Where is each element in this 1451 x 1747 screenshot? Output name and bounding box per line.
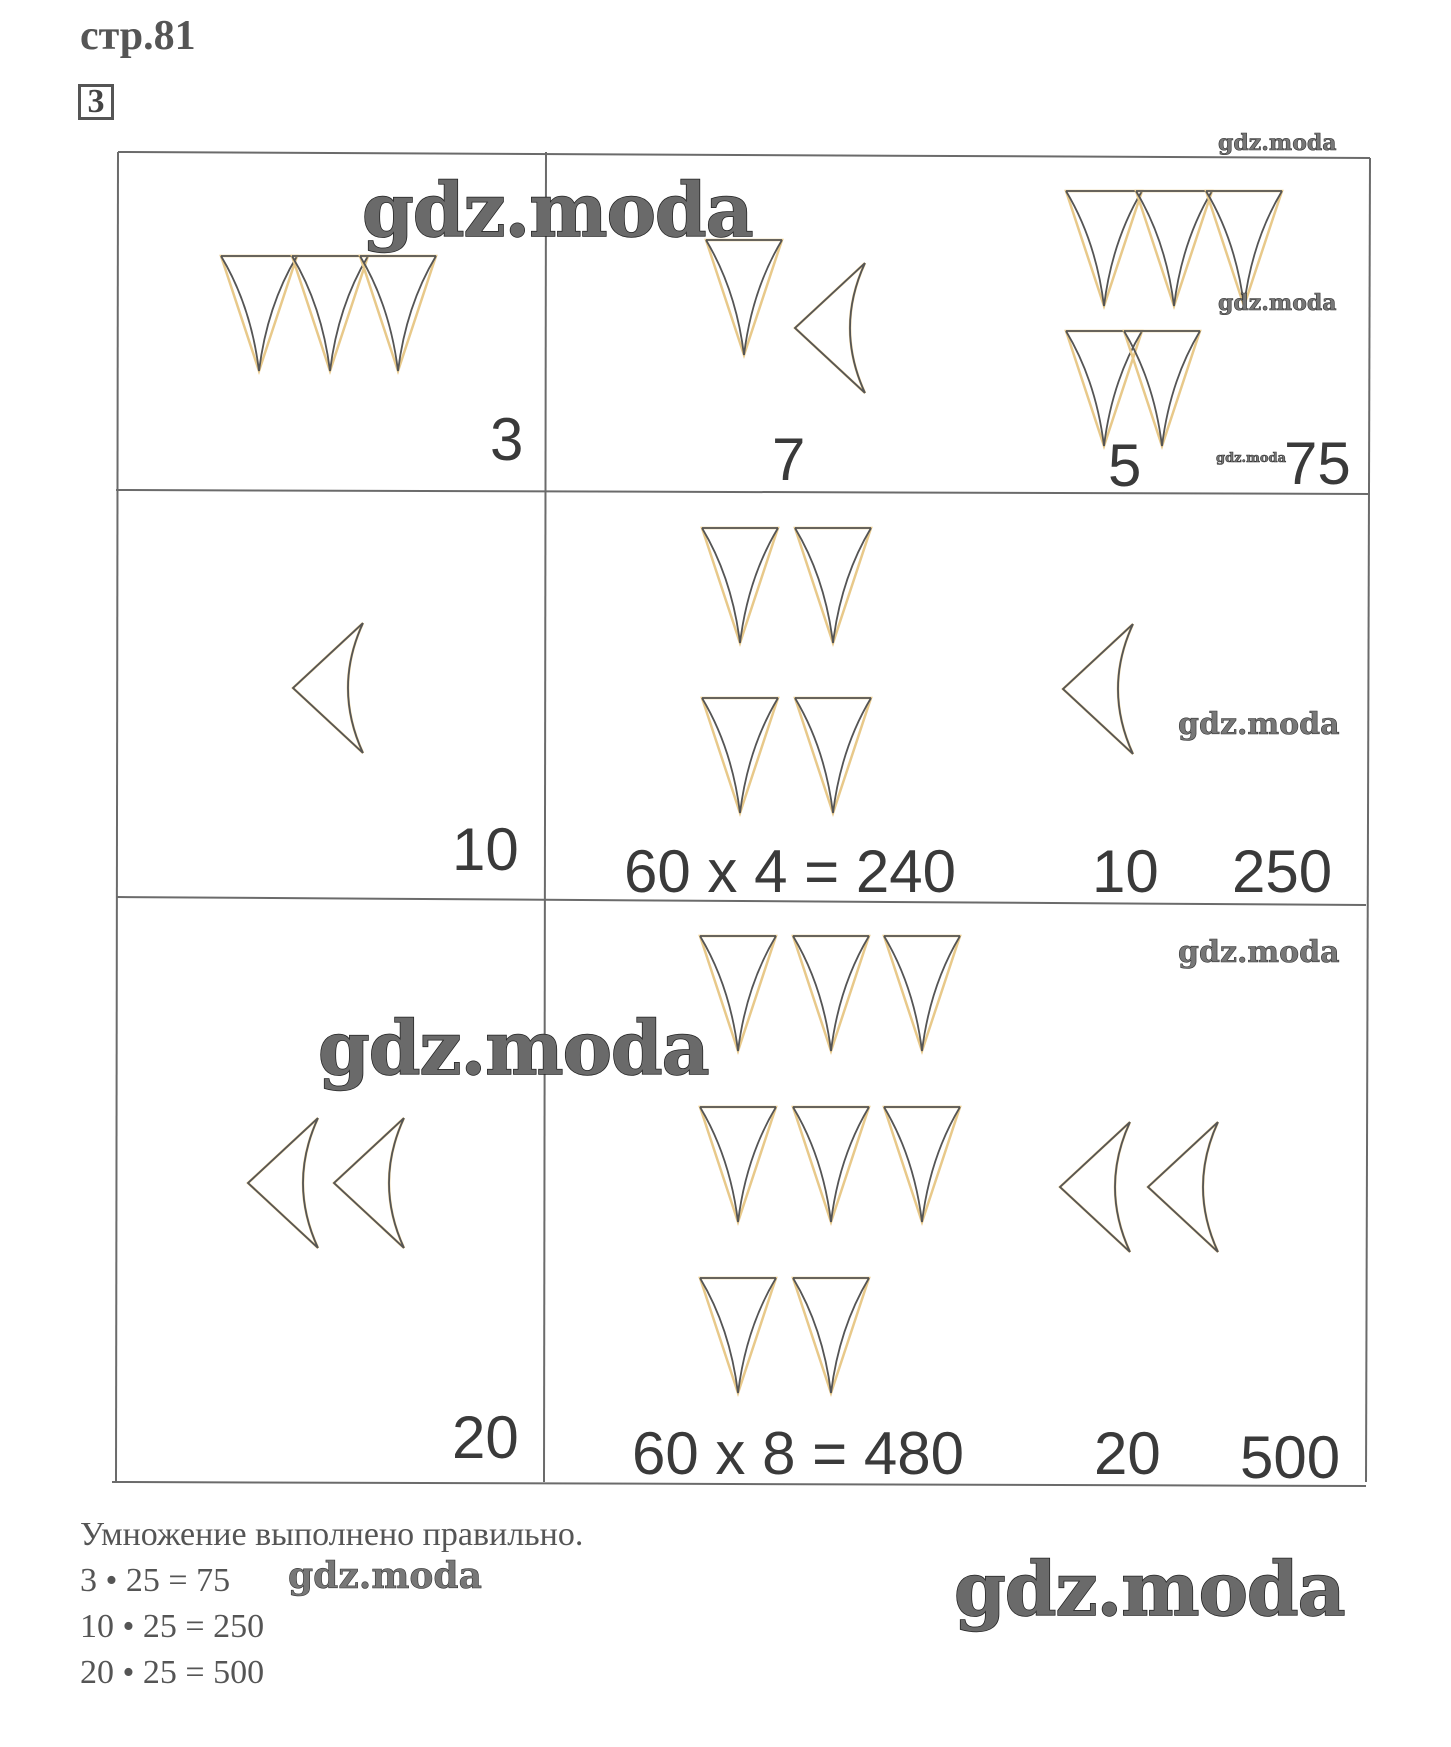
row1-value-b: 7	[772, 426, 806, 493]
row3-value-c: 20	[1094, 1420, 1161, 1487]
watermark: gdz.moda	[1178, 935, 1340, 970]
watermark: gdz.moda	[1218, 130, 1337, 156]
row3-cell-b-wedges	[700, 936, 960, 1393]
row1-cell-b-wedges	[706, 240, 865, 393]
row2-cell-a-wedges	[293, 623, 363, 753]
watermark: gdz.moda	[362, 168, 753, 254]
watermark: gdz.moda	[1216, 451, 1287, 466]
row1-cell-a-wedges	[221, 256, 436, 371]
row2-value-c: 10	[1092, 838, 1159, 905]
equation-1: 3 • 25 = 75	[80, 1562, 231, 1599]
grid-lines	[112, 152, 1370, 1486]
row1-value-c: 5	[1108, 432, 1142, 499]
row2-cell-c-wedges	[1063, 624, 1133, 754]
row2-total: 250	[1232, 838, 1333, 905]
row3-formula: 60 x 8 = 480	[632, 1420, 964, 1487]
row1-value-a: 3	[490, 406, 524, 473]
watermark: gdz.moda	[288, 1555, 482, 1597]
watermark: gdz.moda	[954, 1547, 1345, 1633]
equation-3: 20 • 25 = 500	[80, 1654, 265, 1691]
watermark: gdz.moda	[318, 1006, 709, 1092]
solution-footer	[80, 1512, 583, 1696]
row2-cell-b-wedges	[702, 528, 871, 813]
equation-2: 10 • 25 = 250	[80, 1608, 265, 1645]
row3-value-a: 20	[452, 1404, 519, 1471]
row2-formula: 60 x 4 = 240	[624, 838, 956, 905]
page-label: стр.81	[80, 13, 196, 59]
row1-total: 75	[1284, 430, 1351, 497]
watermark: gdz.moda	[1218, 290, 1337, 316]
row1-cell-c-wedges	[1066, 191, 1282, 446]
conclusion-text: Умножение выполнено правильно.	[80, 1516, 584, 1553]
watermark: gdz.moda	[1178, 707, 1340, 742]
row2-value-a: 10	[452, 816, 519, 883]
row3-total: 500	[1240, 1424, 1341, 1491]
row3-cell-c-wedges	[1060, 1122, 1218, 1252]
task-number-box: 3	[78, 84, 114, 120]
row3-cell-a-wedges	[248, 1118, 404, 1248]
